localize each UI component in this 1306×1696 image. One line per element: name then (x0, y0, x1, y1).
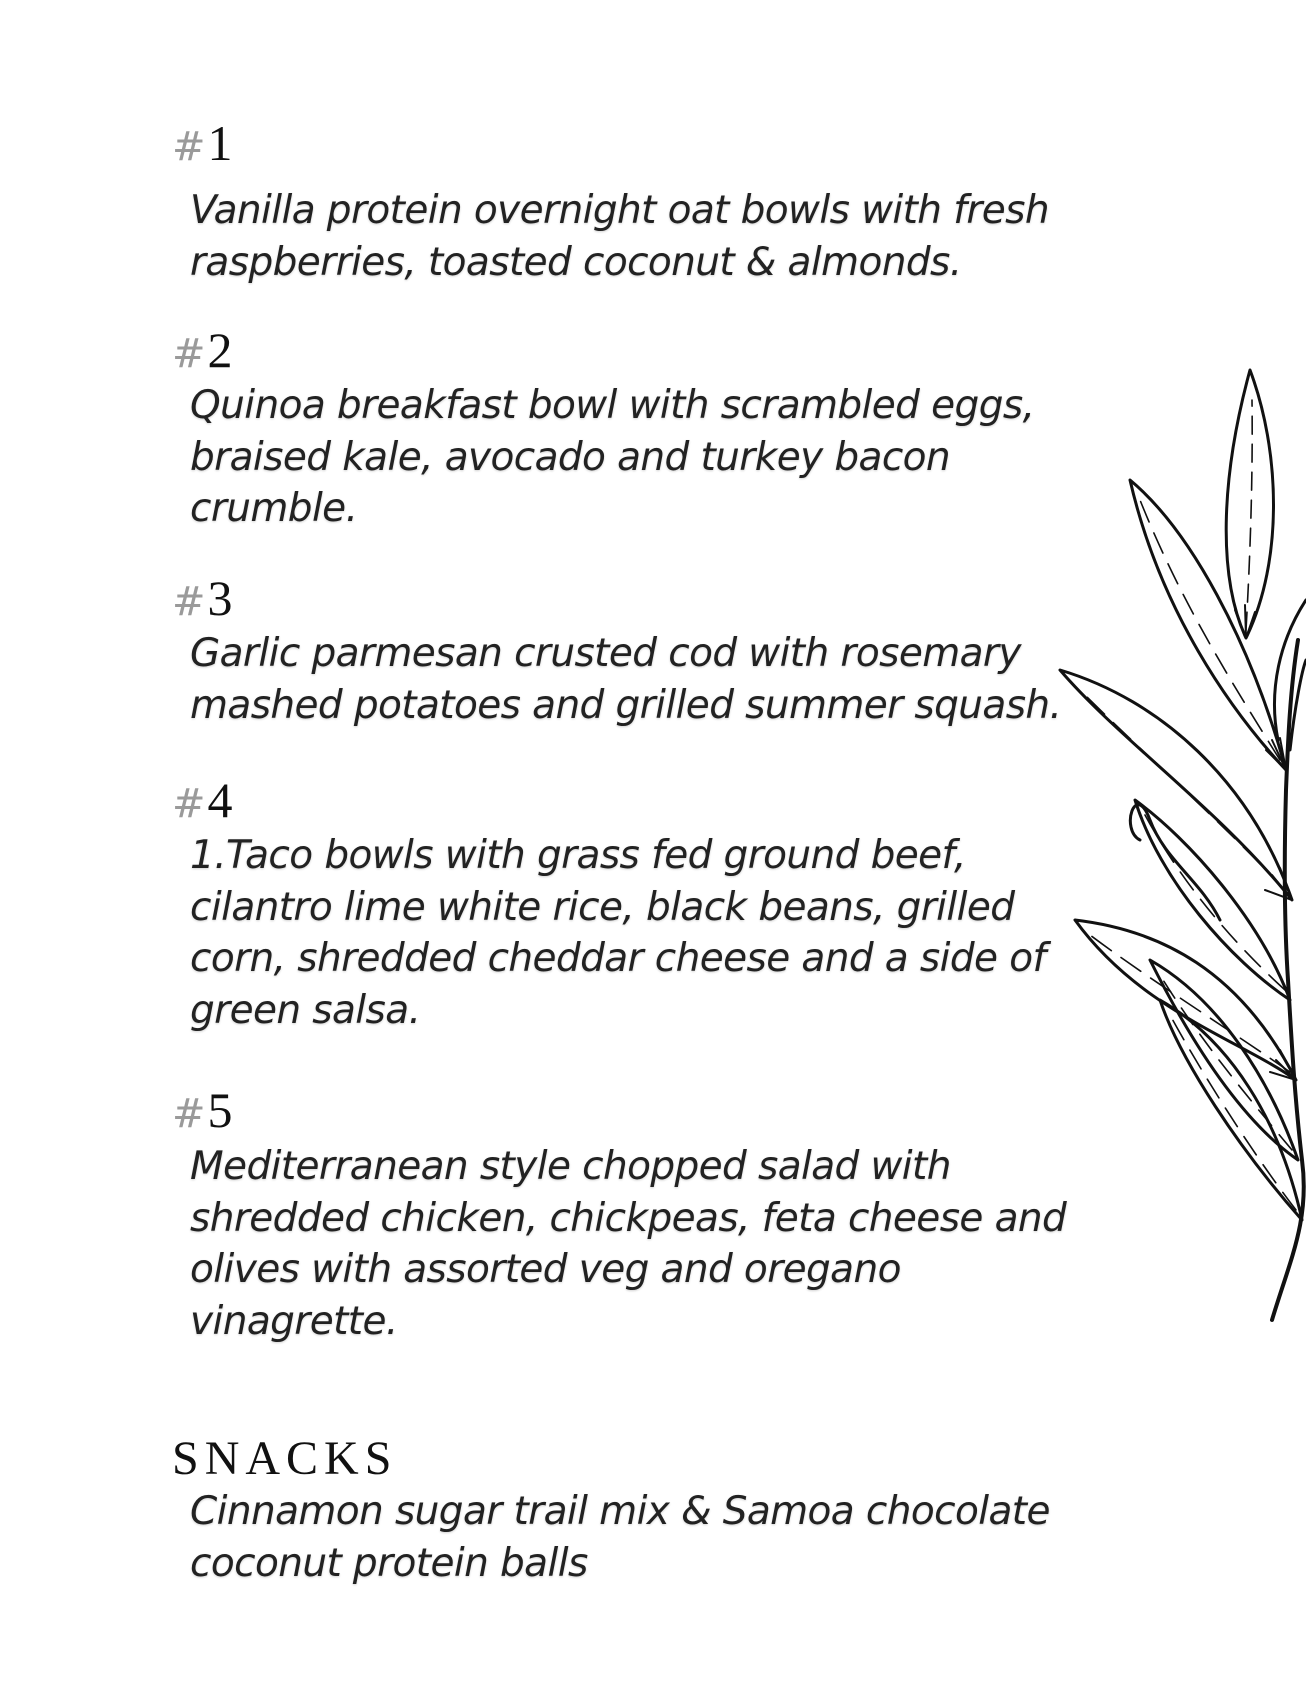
description-line: braised kale, avocado and turkey bacon (190, 434, 951, 480)
hash-symbol: # (172, 781, 206, 827)
item-2-heading (172, 322, 233, 378)
item-number: 1 (207, 115, 233, 171)
item-5-heading (172, 1082, 233, 1138)
description-line: green salsa. (190, 987, 421, 1033)
item-3-heading (172, 570, 233, 626)
item-5-description (190, 1141, 1067, 1347)
hash-symbol: # (172, 1091, 206, 1137)
hash-symbol: # (172, 579, 206, 625)
description-line: 1.Taco bowls with grass fed ground beef, (190, 833, 966, 878)
item-number: 2 (207, 322, 233, 378)
description-line: Quinoa breakfast bowl with scrambled eggs, (190, 383, 1035, 428)
description-line: corn, shredded cheddar cheese and a side of (190, 936, 1046, 981)
description-line: coconut protein balls (190, 1540, 588, 1586)
item-2-description (190, 380, 1035, 535)
description-line: raspberries, toasted coconut & almonds. (190, 239, 962, 285)
item-number: 3 (207, 570, 233, 626)
item-4-description (190, 830, 1046, 1036)
item-number: 5 (207, 1082, 233, 1138)
item-1-heading (172, 115, 233, 171)
description-line: Cinnamon sugar trail mix & Samoa chocolate (190, 1489, 1050, 1534)
snacks-description (190, 1486, 1050, 1589)
leaf-branch-illustration (1040, 360, 1306, 1340)
item-number: 4 (207, 772, 233, 828)
description-line: Garlic parmesan crusted cod with rosemary (190, 631, 1021, 676)
description-line: shredded chicken, chickpeas, feta cheese and (190, 1195, 1067, 1241)
item-1-description (190, 185, 1050, 288)
hash-symbol: # (172, 124, 206, 170)
description-line: Vanilla protein overnight oat bowls with fresh (190, 188, 1050, 233)
item-4-heading (172, 772, 233, 828)
description-line: mashed potatoes and grilled summer squash. (190, 682, 1062, 728)
description-line: Mediterranean style chopped salad with (190, 1144, 951, 1189)
hash-symbol: # (172, 331, 206, 377)
description-line: olives with assorted veg and oregano (190, 1247, 901, 1292)
snacks-heading: SNACKS (172, 1432, 398, 1485)
description-line: vinagrette. (190, 1298, 398, 1344)
description-line: crumble. (190, 486, 358, 531)
description-line: cilantro lime white rice, black beans, grilled (190, 884, 1015, 930)
item-3-description (190, 628, 1062, 731)
